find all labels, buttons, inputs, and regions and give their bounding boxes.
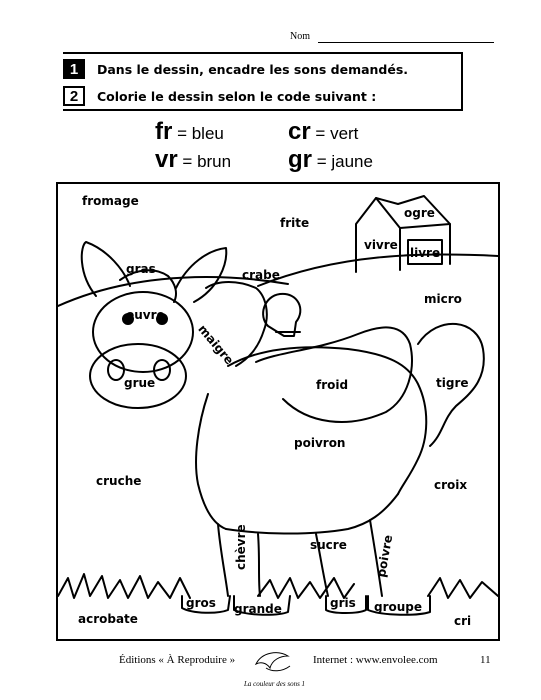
horse-head [93,292,193,372]
word-maigre: maigre [195,322,237,368]
page-number: 11 [480,654,491,666]
word-poivron: poivron [294,436,346,450]
word-cri: cri [454,614,472,628]
word-vivre: vivre [364,238,398,252]
saddle [256,327,412,422]
barn-outline [356,196,450,272]
leg [218,524,228,596]
coloring-picture [56,182,500,641]
instruction-1 [63,58,408,80]
instruction-number-2: 2 [63,86,85,106]
word-chevre: chèvre [234,524,248,570]
footer-subtitle: La couleur des sons 1 [244,680,306,688]
word-sucre: sucre [310,538,347,552]
word-gris: gris [330,596,356,610]
ear-left [82,242,130,296]
word-poivre: poivre [374,533,396,579]
word-croix: croix [434,478,468,492]
instruction-text-2: Colorie le dessin selon le code suivant : [97,88,377,104]
instructions-box [63,52,463,111]
word-tigre: tigre [436,376,469,390]
word-grande: grande [234,602,282,616]
color-code-color: brun [197,152,232,171]
hill-line [258,254,498,286]
color-code-sound: fr [155,118,173,145]
instruction-text-1: Dans le dessin, encadre les sons demandés. [97,61,409,77]
color-code-sound: gr [288,146,312,173]
word-crabe: crabe [242,268,280,282]
instruction-2 [63,85,376,107]
color-code-color: vert [330,124,359,143]
color-code-color: jaune [331,152,373,171]
grass [58,574,498,598]
color-code-sound: cr [288,118,311,145]
color-code-gr: gr = jaune [288,146,373,173]
word-ouvre: ouvre [126,308,165,322]
word-cruche: cruche [96,474,142,488]
footer-website: Internet : www.envolee.com [313,654,438,666]
word-groupe: groupe [374,600,423,614]
name-label: Nom [290,31,310,42]
word-grue: grue [124,376,156,390]
word-acrobate: acrobate [78,612,138,626]
name-line [318,42,494,43]
word-froid: froid [316,378,349,392]
color-code-fr: fr = bleu [155,118,224,145]
color-code-cr: cr = vert [288,118,359,145]
word-fromage: fromage [82,194,139,208]
color-code-sound: vr [155,146,178,173]
word-micro: micro [424,292,462,306]
word-livre: livre [410,246,441,260]
word-frite: frite [280,216,310,230]
word-gros: gros [186,596,216,610]
color-code-vr: vr = brun [155,146,232,173]
ear-right [176,248,226,302]
envolee-logo-icon [252,646,296,676]
color-code-color: bleu [191,124,224,143]
word-gras: gras [126,262,156,276]
instruction-number-1: 1 [63,59,85,79]
footer-publisher: Éditions « À Reproduire » [119,654,236,666]
word-ogre: ogre [404,206,435,220]
